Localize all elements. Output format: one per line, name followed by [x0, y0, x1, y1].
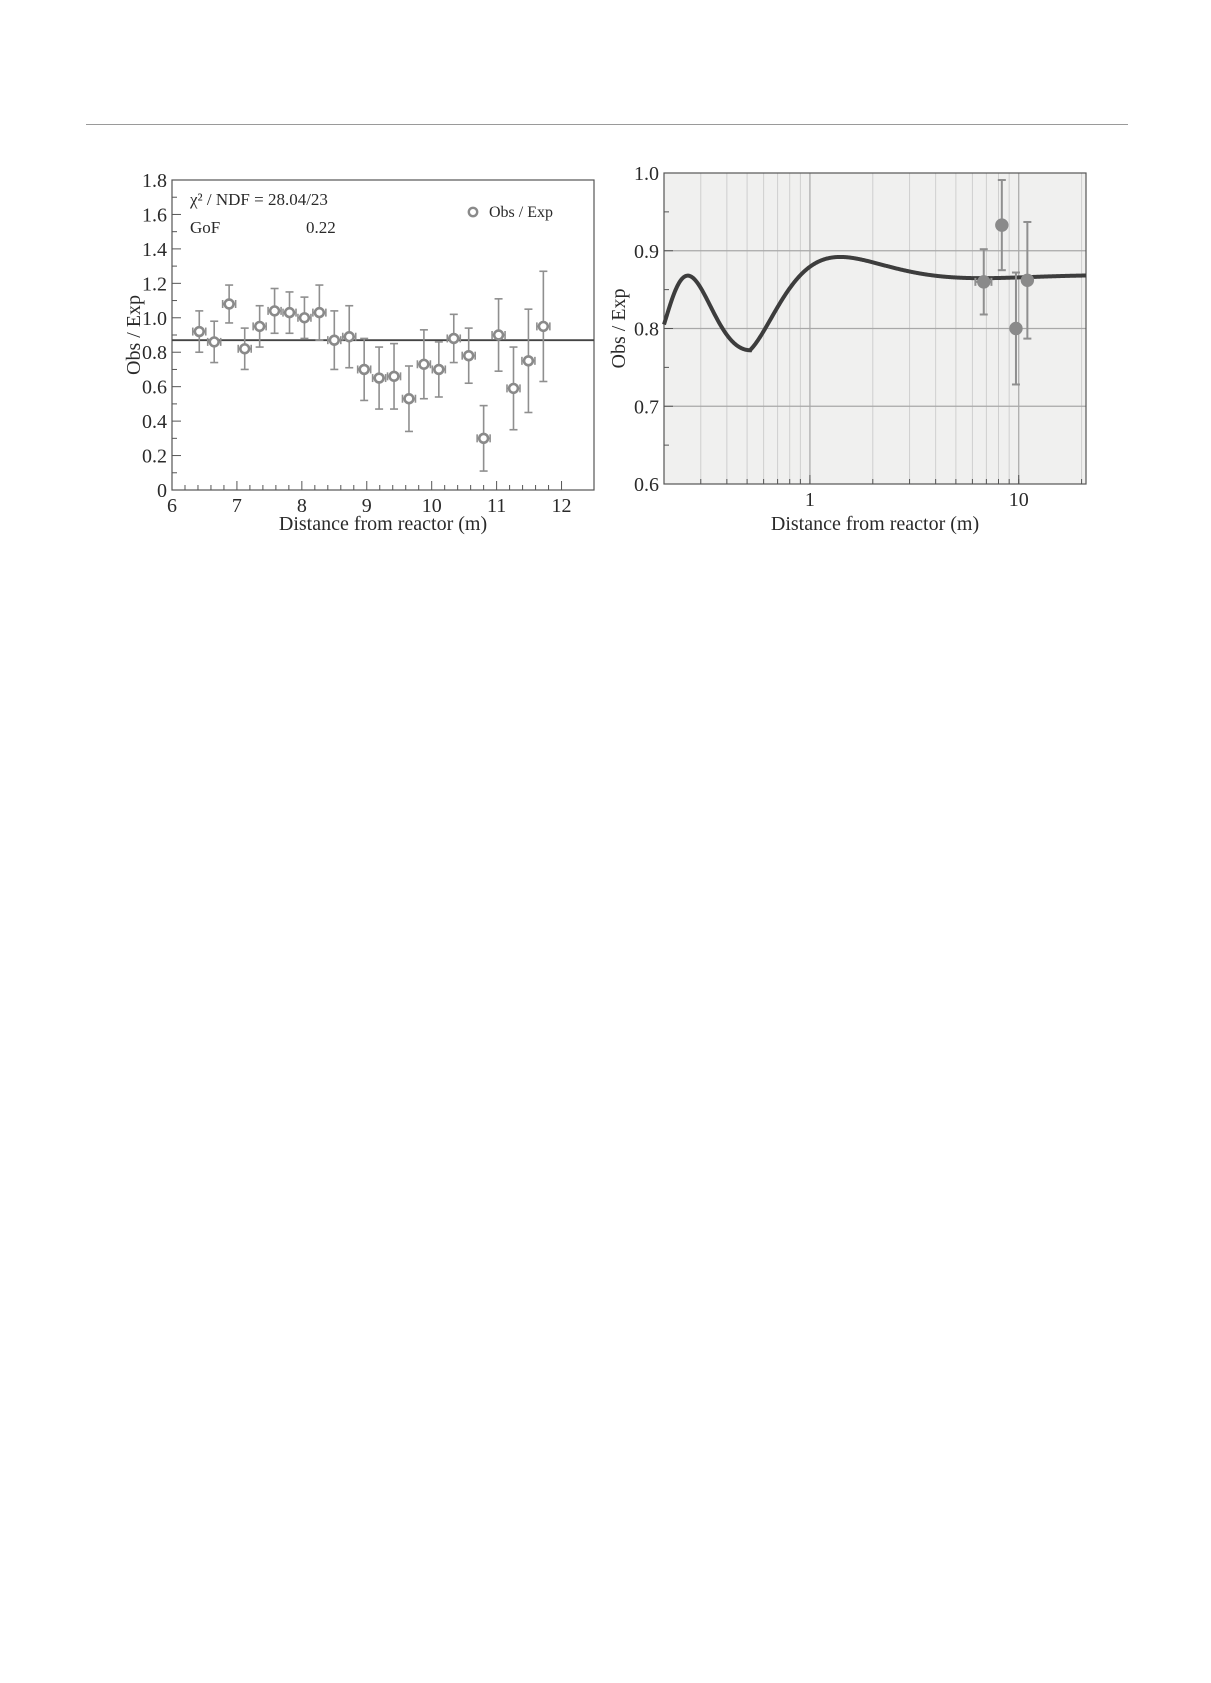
left-chart	[123, 170, 594, 535]
left-marker	[330, 336, 339, 345]
left-y-tick-label: 1.4	[142, 238, 167, 261]
right-y-tick-label: 1.0	[634, 163, 659, 185]
left-chi2-label: χ² / NDF = 28.04/23	[190, 190, 328, 209]
left-x-tick-label: 6	[167, 495, 177, 517]
left-marker	[240, 344, 249, 353]
left-x-tick-label: 9	[361, 495, 372, 517]
left-marker	[210, 337, 219, 346]
right-x-tick-label: 10	[1008, 489, 1029, 511]
left-y-tick-label: 0.4	[142, 411, 167, 434]
left-data-point	[373, 347, 386, 409]
left-data-point	[193, 311, 206, 352]
left-x-tick-label: 10	[421, 495, 442, 517]
left-data-point	[358, 338, 371, 400]
left-y-tick-label: 1.2	[142, 273, 167, 296]
left-data-point	[447, 314, 460, 362]
left-marker	[345, 332, 354, 341]
left-data-point	[522, 309, 535, 412]
left-data-point	[537, 271, 550, 381]
left-y-tick-label: 0.8	[142, 342, 167, 365]
right-marker	[1021, 274, 1033, 286]
left-marker	[300, 313, 309, 322]
left-marker	[524, 356, 533, 365]
left-y-tick-label: 0	[157, 480, 167, 502]
right-y-tick-label: 0.6	[634, 474, 659, 496]
left-marker	[449, 334, 458, 343]
left-plot-frame	[172, 180, 594, 490]
right-marker	[1010, 322, 1022, 334]
left-data-point	[432, 342, 445, 397]
left-data-point	[477, 406, 490, 471]
left-marker	[270, 306, 279, 315]
left-marker	[509, 384, 518, 393]
left-x-tick-label: 7	[231, 495, 242, 517]
left-legend-marker	[469, 208, 477, 216]
right-y-tick-label: 0.9	[634, 240, 659, 263]
left-marker	[434, 365, 443, 374]
figure	[0, 0, 1211, 560]
left-gof-label: GoF	[190, 218, 221, 237]
left-data-layer	[172, 271, 594, 471]
left-marker	[195, 327, 204, 336]
left-data-point	[238, 328, 251, 369]
left-marker	[494, 331, 503, 340]
left-data-point	[208, 321, 221, 362]
left-data-point	[343, 306, 356, 368]
right-y-tick-label: 0.8	[634, 318, 659, 341]
left-y-tick-label: 0.6	[142, 376, 167, 399]
left-y-tick-label: 1.0	[142, 307, 167, 330]
left-x-tick-label: 11	[486, 495, 507, 517]
left-data-point	[402, 366, 415, 431]
right-x-tick-label: 1	[804, 489, 815, 511]
left-y-axis-label: Obs / Exp	[123, 295, 145, 375]
left-data-point	[388, 344, 401, 409]
left-marker	[255, 322, 264, 331]
left-marker	[420, 360, 429, 369]
left-marker	[375, 374, 384, 383]
left-data-point	[328, 311, 341, 370]
right-marker	[996, 219, 1008, 231]
left-data-point	[298, 297, 311, 338]
right-chart	[608, 163, 1086, 535]
right-y-axis-label: Obs / Exp	[608, 288, 630, 369]
left-x-tick-label: 12	[551, 495, 572, 517]
left-legend-label: Obs / Exp	[489, 204, 553, 221]
left-data-point	[283, 292, 296, 333]
left-y-tick-label: 0.2	[142, 445, 167, 468]
right-marker	[978, 276, 990, 288]
left-data-point	[492, 299, 505, 371]
left-marker	[360, 365, 369, 374]
left-marker	[405, 394, 414, 403]
right-y-tick-label: 0.7	[634, 396, 659, 419]
left-data-point	[462, 328, 475, 383]
left-marker	[225, 300, 234, 309]
left-marker	[315, 308, 324, 317]
left-marker	[479, 434, 488, 443]
right-x-axis-label: Distance from reactor (m)	[770, 513, 980, 535]
left-marker	[390, 372, 399, 381]
left-data-point	[268, 289, 281, 334]
left-y-tick-label: 1.8	[142, 170, 167, 192]
left-gof-value: 0.22	[306, 218, 336, 237]
left-data-point	[313, 285, 326, 340]
left-legend	[469, 204, 553, 221]
left-y-tick-label: 1.6	[142, 204, 167, 227]
left-x-axis-label: Distance from reactor (m)	[278, 513, 488, 535]
left-marker	[285, 308, 294, 317]
left-x-tick-label: 8	[296, 495, 307, 517]
left-marker	[539, 322, 548, 331]
left-data-point	[223, 285, 236, 323]
left-data-point	[507, 347, 520, 430]
left-marker	[464, 351, 473, 360]
